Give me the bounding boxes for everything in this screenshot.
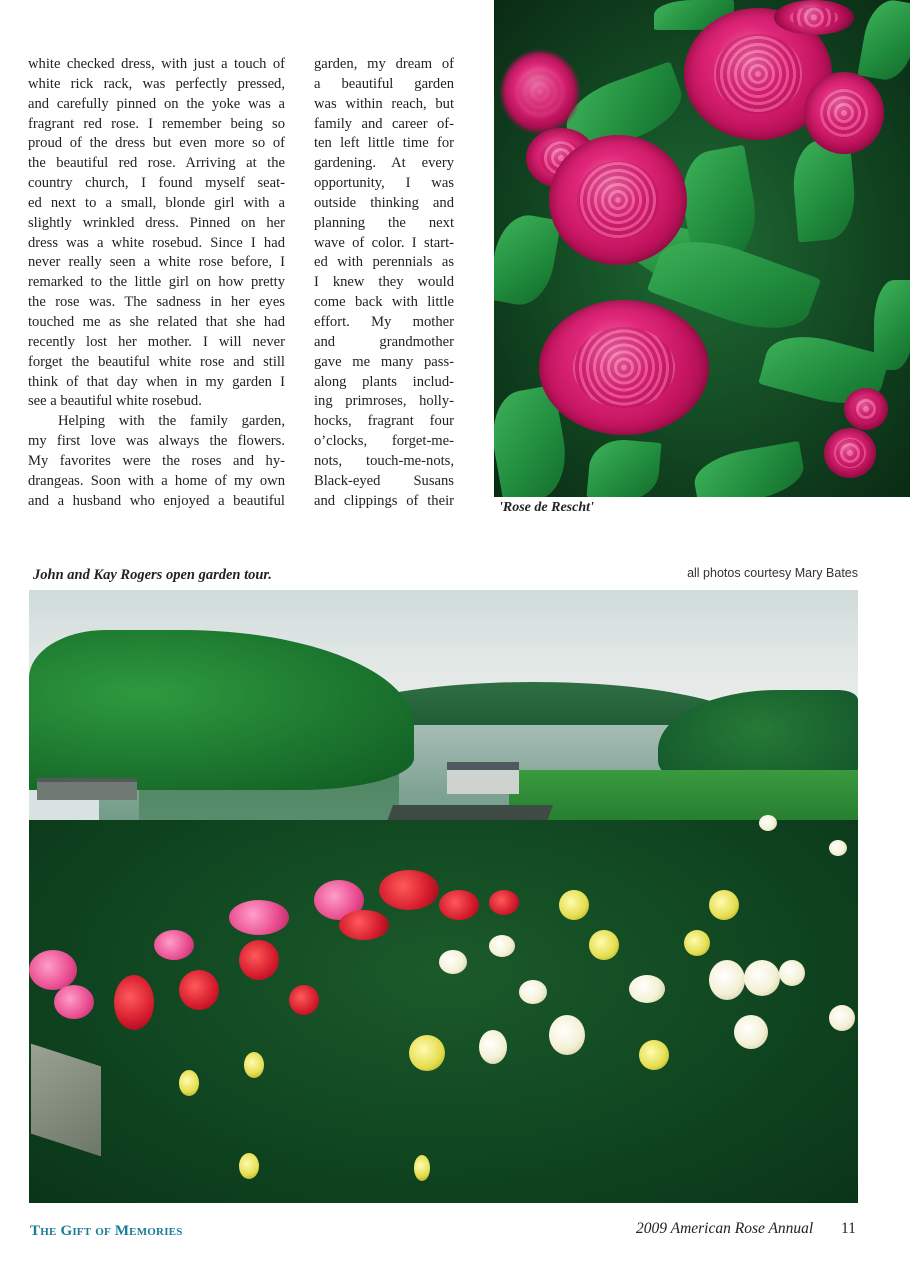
text-line: a beautiful garden bbox=[314, 75, 454, 92]
article-paragraph-1 bbox=[28, 55, 285, 412]
rose-bloom bbox=[229, 900, 289, 935]
rose-bloom bbox=[379, 870, 439, 910]
text-line: along plants includ- bbox=[314, 373, 454, 390]
rose-bloom bbox=[114, 975, 154, 1030]
text-line: think of that day when in my garden I bbox=[28, 373, 285, 390]
boathouse bbox=[447, 762, 519, 794]
text-line: Black-eyed Susans bbox=[314, 472, 454, 489]
leaf-shape bbox=[874, 280, 910, 370]
text-line: ing primroses, holly- bbox=[314, 393, 454, 410]
rose-bloom bbox=[339, 910, 389, 940]
rose-bud bbox=[239, 1153, 259, 1179]
rose-bloom bbox=[589, 930, 619, 960]
rose-garden-bed bbox=[29, 820, 858, 1203]
rose-bloom bbox=[409, 1035, 445, 1071]
text-line: ten left little time for bbox=[314, 135, 454, 152]
text-line: my first love was always the flowers. bbox=[28, 433, 285, 450]
rose-bloom bbox=[829, 1005, 855, 1031]
article-paragraph-2 bbox=[28, 412, 285, 511]
rose-bloom bbox=[489, 890, 519, 915]
section-title: The Gift of Memories bbox=[30, 1223, 183, 1239]
rose-bloom bbox=[239, 940, 279, 980]
rose-bud bbox=[844, 388, 888, 430]
rose-bloom bbox=[774, 0, 854, 35]
rose-bloom bbox=[539, 300, 709, 435]
rose-bloom bbox=[54, 985, 94, 1019]
rose-bloom bbox=[154, 930, 194, 960]
text-line: effort. My mother bbox=[314, 313, 454, 330]
text-line: dress was a white rosebud. Since I had bbox=[28, 234, 285, 251]
text-line: outside thinking and bbox=[314, 194, 454, 211]
text-line: touched me as she related that she had bbox=[28, 313, 285, 330]
leaf-shape bbox=[587, 437, 662, 497]
text-line: gave me many pass- bbox=[314, 353, 454, 370]
rose-bloom bbox=[804, 72, 884, 154]
text-line: garden, my dream of bbox=[314, 56, 454, 72]
leaf-shape bbox=[690, 441, 807, 497]
text-line: ed with perennials as bbox=[314, 254, 454, 271]
text-line: recently lost her mother. I will never bbox=[28, 333, 285, 350]
article-paragraph-3 bbox=[314, 55, 454, 511]
text-line: slightly wrinkled dress. Pinned on her bbox=[28, 214, 285, 231]
rose-bloom bbox=[779, 960, 805, 986]
text-line: I knew they would bbox=[314, 274, 454, 291]
leaf-shape bbox=[494, 210, 561, 309]
text-line: fragrant red rose. I remember being so bbox=[28, 115, 285, 132]
text-line: come back with little bbox=[314, 294, 454, 311]
leaf-shape bbox=[857, 0, 910, 84]
text-line: o’clocks, forget-me- bbox=[314, 433, 454, 450]
text-line: and clippings of their bbox=[314, 492, 454, 509]
text-line: My favorites were the roses and hy- bbox=[28, 452, 285, 469]
text-line: planning the next bbox=[314, 214, 454, 231]
text-line: gardening. At every bbox=[314, 155, 454, 172]
text-line: country church, I found myself seat- bbox=[28, 175, 285, 192]
rose-bloom bbox=[29, 950, 77, 990]
rose-bloom bbox=[759, 815, 777, 831]
boat-dock bbox=[37, 778, 137, 800]
rose-bloom bbox=[289, 985, 319, 1015]
rose-bloom bbox=[549, 1015, 585, 1055]
rose-photo-caption: 'Rose de Rescht' bbox=[499, 500, 594, 515]
rose-bloom bbox=[519, 980, 547, 1004]
text-line: and grandmother bbox=[314, 333, 454, 350]
rose-bud bbox=[414, 1155, 430, 1181]
rose-bloom bbox=[502, 52, 578, 132]
text-line: the beautiful red rose. Arriving at the bbox=[28, 155, 285, 172]
text-line: remarked to the little girl on how pretty bbox=[28, 274, 285, 291]
text-line: forget the beautiful white rose and still bbox=[28, 353, 285, 370]
text-line: family and career of- bbox=[314, 115, 454, 132]
photo-credit: all photos courtesy Mary Bates bbox=[687, 566, 858, 580]
rose-bloom bbox=[439, 950, 467, 974]
text-line: and carefully pinned on the yoke was a bbox=[28, 95, 285, 112]
text-line: opportunity, I was bbox=[314, 175, 454, 192]
text-line: hocks, fragrant four bbox=[314, 413, 454, 430]
text-line: nots, touch-me-nots, bbox=[314, 452, 454, 469]
text-line: see a beautiful white rosebud. bbox=[28, 393, 202, 410]
page-number: 11 bbox=[841, 1220, 856, 1237]
publication-name: 2009 American Rose Annual bbox=[636, 1220, 814, 1237]
rose-bloom bbox=[179, 970, 219, 1010]
text-line: drangeas. Soon with a home of my own bbox=[28, 472, 285, 489]
rose-bloom bbox=[684, 930, 710, 956]
rose-bloom bbox=[709, 890, 739, 920]
garden-tour-photo bbox=[29, 590, 858, 1203]
text-line: the rose was. The sadness in her eyes bbox=[28, 294, 285, 311]
rose-bloom bbox=[709, 960, 745, 1000]
text-line: was within reach, but bbox=[314, 95, 454, 112]
text-line: and a husband who enjoyed a beautiful bbox=[28, 492, 285, 509]
text-line: white checked dress, with just a touch of bbox=[28, 56, 285, 72]
rose-bloom bbox=[549, 135, 687, 265]
rose-bloom bbox=[744, 960, 780, 996]
rose-bloom bbox=[489, 935, 515, 957]
rose-bloom bbox=[479, 1030, 507, 1064]
rose-bud bbox=[824, 428, 876, 478]
text-line: proud of the dress but even more so of bbox=[28, 135, 285, 152]
text-line: ed next to a small, blonde girl with a bbox=[28, 194, 285, 211]
rose-bloom bbox=[559, 890, 589, 920]
rose-bud bbox=[244, 1052, 264, 1078]
rose-bloom bbox=[439, 890, 479, 920]
text-line: never really seen a white rose before, I bbox=[28, 254, 285, 271]
rose-de-rescht-photo bbox=[494, 0, 910, 497]
article-column-2 bbox=[314, 55, 454, 511]
article-column-1 bbox=[28, 55, 285, 511]
garden-photo-caption: John and Kay Rogers open garden tour. bbox=[33, 567, 272, 583]
rose-bloom bbox=[829, 840, 847, 856]
text-line: white rick rack, was perfectly pressed, bbox=[28, 75, 285, 92]
text-line: Helping with the family garden, bbox=[58, 413, 285, 430]
text-line: wave of color. I start- bbox=[314, 234, 454, 251]
rose-bud bbox=[179, 1070, 199, 1096]
rose-bloom bbox=[639, 1040, 669, 1070]
rose-bloom bbox=[734, 1015, 768, 1049]
rose-bloom bbox=[629, 975, 665, 1003]
